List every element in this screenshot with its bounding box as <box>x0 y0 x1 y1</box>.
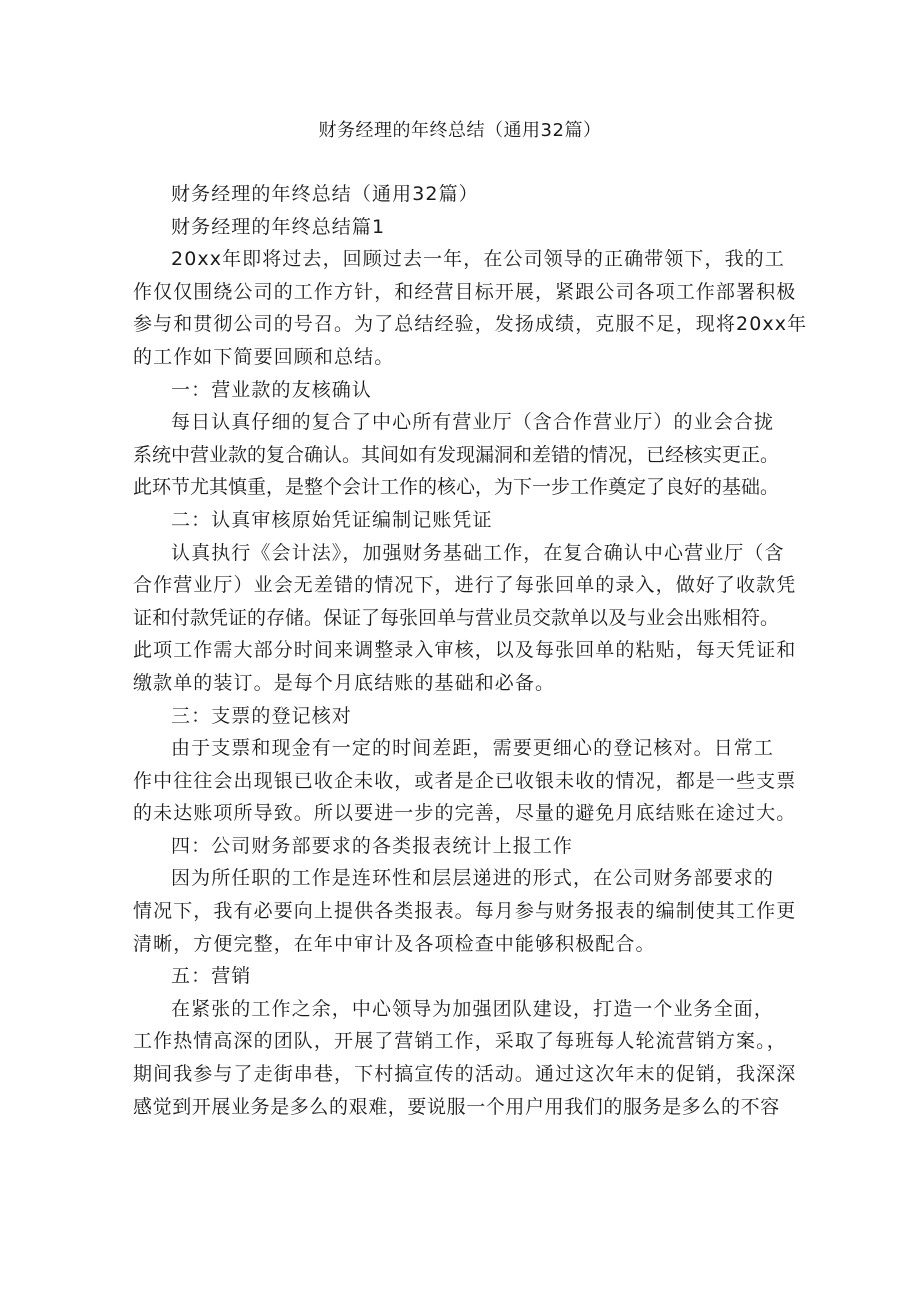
paragraph-line: 每日认真仔细的复合了中心所有营业厅（含合作营业厅）的业会合拢 <box>171 411 775 434</box>
paragraph-line: 合作营业厅）业会无差错的情况下，进行了每张回单的录入，做好了收款凭 <box>133 574 797 597</box>
section-title-line: 财务经理的年终总结篇1 <box>171 215 386 238</box>
paragraph-line: 的未达账项所导致。所以要进一步的完善，尽量的避免月底结账在途过大。 <box>133 802 797 825</box>
paragraph-line: 此项工作需大部分时间来调整录入审核，以及每张回单的粘贴，每天凭证和 <box>133 639 797 662</box>
paragraph-line: 期间我参与了走街串巷，下村搞宣传的活动。通过这次年末的促销，我深深 <box>133 1063 797 1086</box>
paragraph-line: 的工作如下简要回顾和总结。 <box>133 345 395 368</box>
subtitle-line: 财务经理的年终总结（通用32篇） <box>171 183 479 205</box>
paragraph-line: 此环节尤其慎重，是整个会计工作的核心，为下一步工作奠定了良好的基础。 <box>133 476 780 499</box>
paragraph-line: 认真执行《会计法》，加强财务基础工作，在复合确认中心营业厅（含 <box>171 541 785 564</box>
paragraph-line: 工作热情高深的团队，开展了营销工作，采取了每班每人轮流营销方案。， <box>133 1030 787 1053</box>
paragraph-line: 由于支票和现金有一定的时间差距，需要更细心的登记核对。日常工 <box>171 737 775 760</box>
heading-line: 二：认真审核原始凭证编制记账凭证 <box>171 508 493 531</box>
paragraph-line: 作仅仅围绕公司的工作方针，和经营目标开展，紧跟公司各项工作部署积极 <box>133 280 797 303</box>
heading-line: 三：支票的登记核对 <box>171 704 352 727</box>
paragraph-line: 20xx年即将过去，回顾过去一年，在公司领导的正确带领下，我的工 <box>171 248 785 271</box>
heading-line: 一：营业款的友核确认 <box>171 378 373 401</box>
paragraph-line: 系统中营业款的复合确认。其间如有发现漏洞和差错的情况，已经核实更正。 <box>133 443 780 466</box>
paragraph-line: 清晰，方便完整，在年中审计及各项检查中能够积极配合。 <box>133 932 656 955</box>
document-title: 财务经理的年终总结（通用32篇） <box>318 120 602 141</box>
paragraph-line: 证和付款凭证的存储。保证了每张回单与营业员交款单以及与业会出账相符。 <box>133 606 780 629</box>
heading-line: 四：公司财务部要求的各类报表统计上报工作 <box>171 834 574 857</box>
paragraph-line: 感觉到开展业务是多么的艰难，要说服一个用户用我们的服务是多么的不容 <box>133 1095 780 1118</box>
document-body <box>133 178 808 1123</box>
paragraph-line: 在紧张的工作之余，中心领导为加强团队建设，打造一个业务全面， <box>171 997 775 1020</box>
paragraph-line: 参与和贯彻公司的号召。为了总结经验，发扬成绩，克服不足，现将20xx年 <box>133 313 808 336</box>
paragraph-line: 缴款单的装订。是每个月底结账的基础和必备。 <box>133 671 556 694</box>
paragraph-line: 作中往往会出现银已收企未收，或者是企已收银未收的情况，都是一些支票 <box>133 769 797 792</box>
paragraph-line: 因为所任职的工作是连环性和层层递进的形式，在公司财务部要求的 <box>171 867 775 890</box>
paragraph-line: 情况下，我有必要向上提供各类报表。每月参与财务报表的编制使其工作更 <box>133 900 797 923</box>
heading-line: 五：营销 <box>171 965 252 988</box>
